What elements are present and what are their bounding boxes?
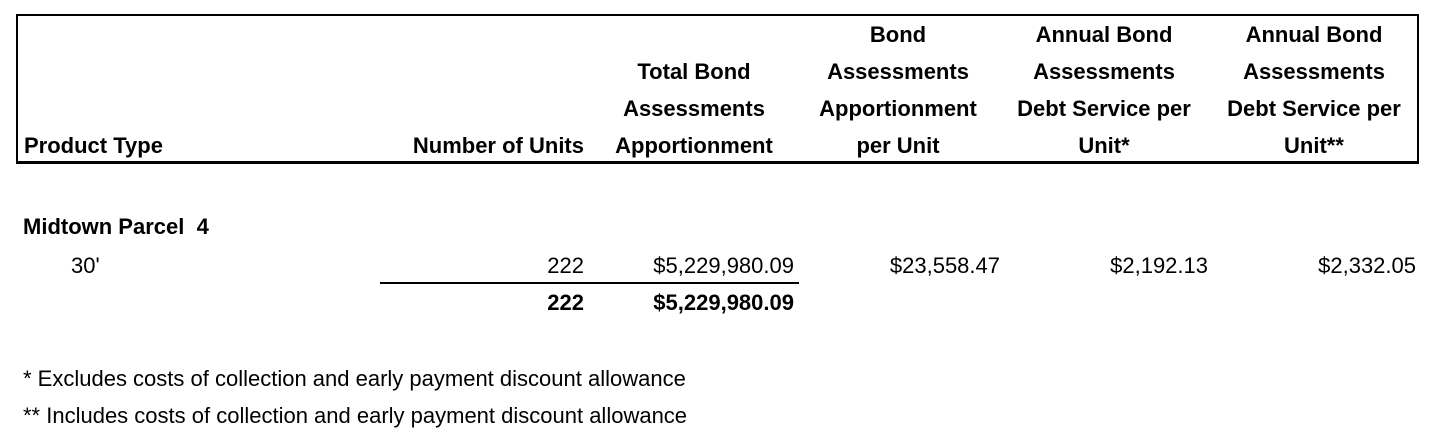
row-annual-debt-incl: $2,332.05 [1318,253,1416,278]
header-bond-per-unit: Bond Assessments Apportionment per Unit [819,22,977,158]
row-product-type: 30' [71,253,100,278]
row-annual-debt-excl: $2,192.13 [1110,253,1208,278]
section-title: Midtown Parcel 4 [23,214,209,239]
header-product-type: Product Type [24,133,163,158]
total-bond: $5,229,980.09 [653,290,794,315]
row-total-bond: $5,229,980.09 [653,253,794,278]
footnote-includes: ** Includes costs of collection and early payment discount allowance [23,403,688,428]
header-number-of-units: Number of Units [412,133,584,158]
row-units: 222 [547,253,584,278]
header-annual-debt-service-excl: Annual Bond Assessments Debt Service per Unit* [1017,22,1191,158]
total-units: 222 [547,290,584,315]
header-total-bond-assessments: Total Bond Assessments Apportionment [615,59,773,158]
header-annual-debt-service-incl: Annual Bond Assessments Debt Service per Unit** [1227,22,1401,158]
footnote-excludes: * Excludes costs of collection and early payment discount allowance [23,366,686,391]
total-rule [380,282,799,284]
table-header [16,14,1419,164]
row-bond-per-unit: $23,558.47 [889,253,1000,278]
